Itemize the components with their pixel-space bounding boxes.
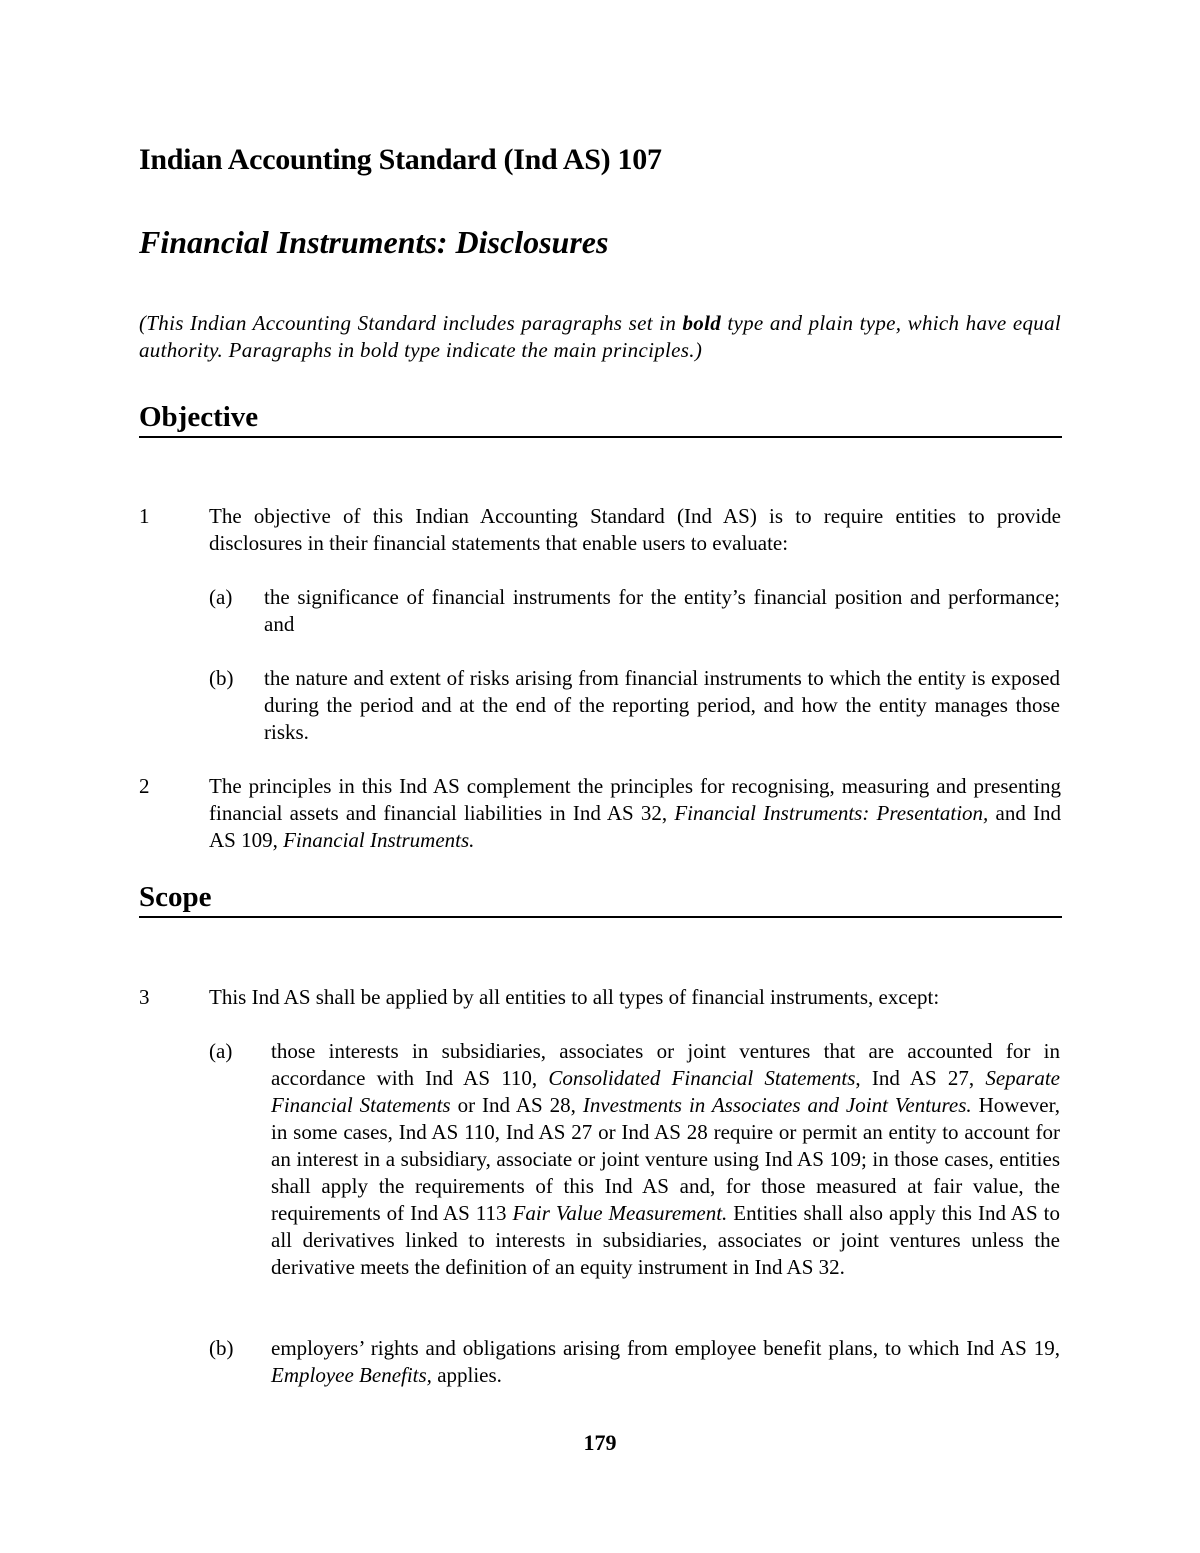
item-text — [271, 1038, 1060, 1281]
item-label: (b) — [209, 1336, 234, 1360]
intro-note — [139, 310, 1061, 364]
italic-reference: Consolidated Financial Statements — [548, 1066, 856, 1090]
text-run: , Ind AS 27, — [855, 1066, 986, 1090]
paragraph-number: 2 — [139, 774, 150, 798]
paragraph-text: This Ind AS shall be applied by all entities to all types of financial instruments, except: — [209, 985, 940, 1009]
item-label: (a) — [209, 1039, 233, 1063]
text-run: and Ind AS 109, — [209, 801, 1061, 852]
paragraph-text: The objective of this Indian Accounting Standard (Ind AS) is to require entities to provide disclosures in their financial statements that enable users to evaluate: — [209, 504, 1061, 555]
paragraph-3-item-a — [209, 1038, 1060, 1281]
document-subtitle: Financial Instruments: Disclosures — [139, 224, 609, 260]
intro-text-1: (This Indian Accounting Standard includes paragraphs set in — [139, 311, 683, 335]
italic-reference: Financial Instruments: Presentation, — [674, 801, 989, 825]
paragraph-3-item-b — [209, 1335, 1060, 1389]
text-run: applies. — [431, 1363, 502, 1387]
paragraph-number: 1 — [139, 504, 150, 528]
italic-reference: Employee Benefits, — [271, 1363, 432, 1387]
text-run: those interests in subsidiaries, associates or joint ventures that are accounted for in accordance with Ind AS 110, — [271, 1039, 1060, 1090]
paragraph-1-item-a — [209, 584, 1060, 638]
paragraph-number: 3 — [139, 985, 150, 1009]
item-text: the significance of financial instruments for the entity’s financial position and performance; and — [264, 585, 1060, 636]
section-heading-objective: Objective — [139, 400, 1062, 438]
intro-bold-word: bold — [682, 311, 722, 335]
italic-reference: Investments in Associates and Joint Ventures. — [582, 1093, 972, 1117]
item-label: (a) — [209, 585, 233, 609]
italic-reference: Financial Instruments. — [283, 828, 475, 852]
text-run: Entities shall also apply this Ind AS to all derivatives linked to interests in subsidiaries, associates or joint ventures unless the derivative meets the definition of an equity instrument in Ind AS 32. — [271, 1201, 1060, 1279]
italic-reference: Separate Financial Statements — [271, 1066, 1061, 1117]
italic-reference: Fair Value Measurement. — [512, 1201, 728, 1225]
text-run: or Ind AS 28, — [450, 1093, 583, 1117]
item-text: the nature and extent of risks arising from financial instruments to which the entity is exposed during the period and at the end of the reporting period, and how the entity manages those risks. — [264, 666, 1060, 744]
paragraph-1 — [139, 503, 1061, 557]
section-heading-scope: Scope — [139, 880, 1062, 918]
text-run: employers’ rights and obligations arising from employee benefit plans, to which Ind AS 19, — [271, 1336, 1060, 1360]
document-title: Indian Accounting Standard (Ind AS) 107 — [139, 143, 662, 176]
paragraph-1-item-b — [209, 665, 1060, 746]
page-number: 179 — [583, 1430, 617, 1455]
text-run: However, in some cases, Ind AS 110, Ind AS 27 or Ind AS 28 require or permit an entity to account for an interest in a subsidiary, associate or joint venture using Ind AS 109; in those cases, entities shall apply the requirements of this Ind AS and, for those measured at fair value, the requirements of Ind AS 113 — [271, 1093, 1061, 1225]
paragraph-3 — [139, 984, 1061, 1011]
paragraph-2 — [139, 773, 1061, 854]
item-text — [271, 1335, 1060, 1389]
text-run: The principles in this Ind AS complement the principles for recognising, measuring and presenting financial assets and financial liabilities in Ind AS 32, — [209, 774, 1061, 825]
paragraph-text — [209, 773, 1061, 854]
item-label: (b) — [209, 666, 234, 690]
intro-text-2: type and plain type, which have equal authority. Paragraphs in bold type indicate the main principles.) — [139, 311, 1062, 362]
